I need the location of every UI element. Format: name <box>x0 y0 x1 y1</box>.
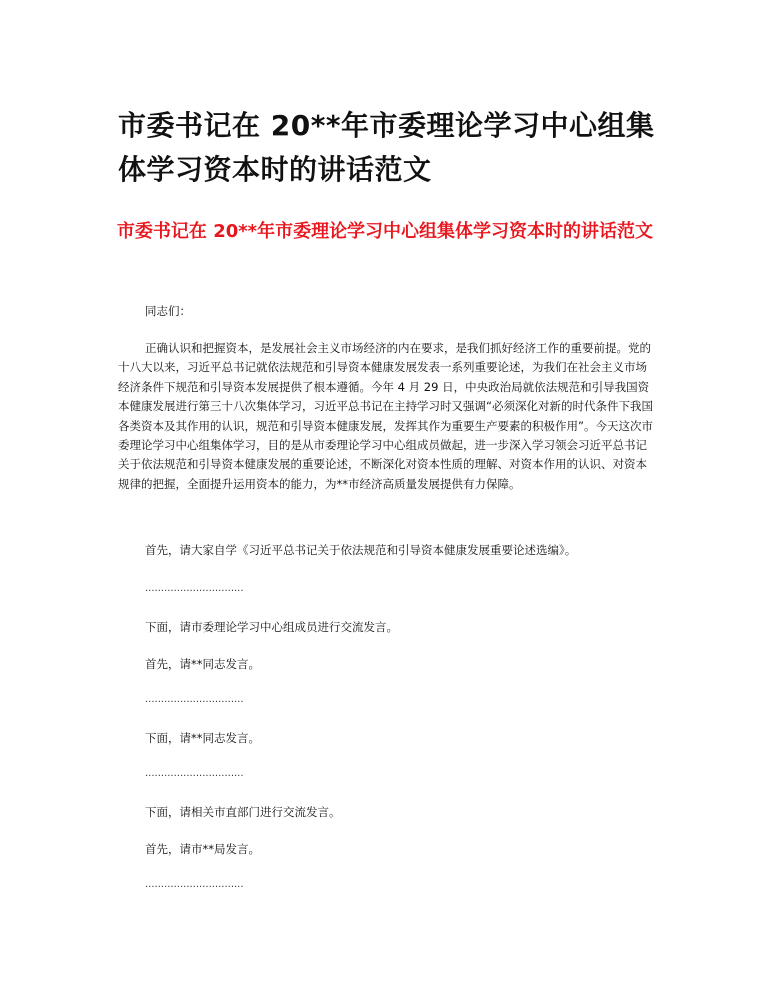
ellipsis-line: ............................... <box>145 768 244 779</box>
document-subtitle: 市委书记在 20**年市委理论学习中心组集体学习资本时的讲话范文 <box>116 221 654 242</box>
document-title: 市委书记在 20**年市委理论学习中心组集体学习资本时的讲话范文 <box>118 109 655 186</box>
instruction-line: 首先，请大家自学《习近平总书记关于依法规范和引导资本健康发展重要论述选编》。 <box>145 543 577 557</box>
greeting: 同志们： <box>145 304 191 318</box>
instruction-line: 首先，请**同志发言。 <box>145 657 260 671</box>
ellipsis-line: ............................... <box>145 879 244 890</box>
instruction-line: 下面，请**同志发言。 <box>145 731 260 745</box>
instruction-line: 首先，请市**局发言。 <box>145 842 260 856</box>
instruction-line: 下面，请市委理论学习中心组成员进行交流发言。 <box>145 620 398 634</box>
body-paragraph: 正确认识和把握资本，是发展社会主义市场经济的内在要求，是我们抓好经济工作的重要前提。党的十八大以来，习近平总书记就依法规范和引导资本健康发展发表一系列重要论述，为我们在社会主义市场经济条件下规范和引导资本发展提供了根本遵循。今年 4 月 29 日，中央政治局就依法规范和引导我国资本健康发展进行第三十八次集体学习，习近平总书记在主持学习时又强调“必须深化对新的时代条件下我国各类资本及其作用的认识，规范和引导资本健康发展，发挥其作为重要生产要素的积极作用”。今天这次市委理论学习中心组集体学习，目的是从市委理论学习中心组成员做起，进一步深入学习领会习近平总书记关于依法规范和引导资本健康发展的重要论述，不断深化对资本性质的理解、对资本作用的认识、对资本规律的把握，全面提升运用资本的能力，为**市经济高质量发展提供有力保障。 <box>118 341 653 491</box>
ellipsis-line: ............................... <box>145 694 244 705</box>
ellipsis-line: ............................... <box>145 583 244 594</box>
instruction-line: 下面，请相关市直部门进行交流发言。 <box>145 805 341 819</box>
